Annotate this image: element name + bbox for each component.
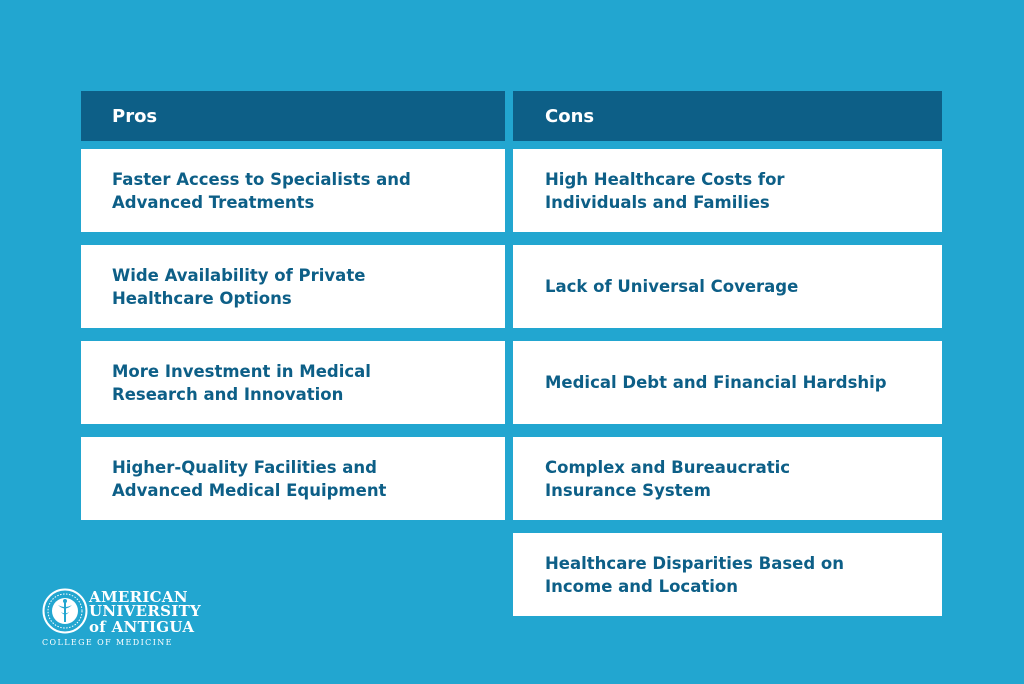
logo-line-1: AMERICAN [89, 588, 188, 606]
logo-line-4: COLLEGE OF MEDICINE [42, 638, 173, 647]
pros-item-3: More Investment in Medical Research and Innovation [81, 341, 505, 424]
pros-item-1: Faster Access to Specialists and Advanced Treatments [81, 149, 505, 232]
cons-item-3: Medical Debt and Financial Hardship [513, 341, 942, 424]
pros-header: Pros [81, 91, 505, 141]
cons-item-2: Lack of Universal Coverage [513, 245, 942, 328]
pros-item-4: Higher-Quality Facilities and Advanced Medical Equipment [81, 437, 505, 520]
cons-item-1: High Healthcare Costs for Individuals and Families [513, 149, 942, 232]
logo-line-2: UNIVERSITY [89, 602, 202, 620]
logo-line-3: of ANTIGUA [89, 618, 195, 636]
university-seal-icon [42, 588, 88, 634]
cons-item-4: Complex and Bureaucratic Insurance System [513, 437, 942, 520]
cons-item-5: Healthcare Disparities Based on Income and Location [513, 533, 942, 616]
cons-header: Cons [513, 91, 942, 141]
pros-item-2: Wide Availability of Private Healthcare Options [81, 245, 505, 328]
university-logo [42, 588, 202, 648]
